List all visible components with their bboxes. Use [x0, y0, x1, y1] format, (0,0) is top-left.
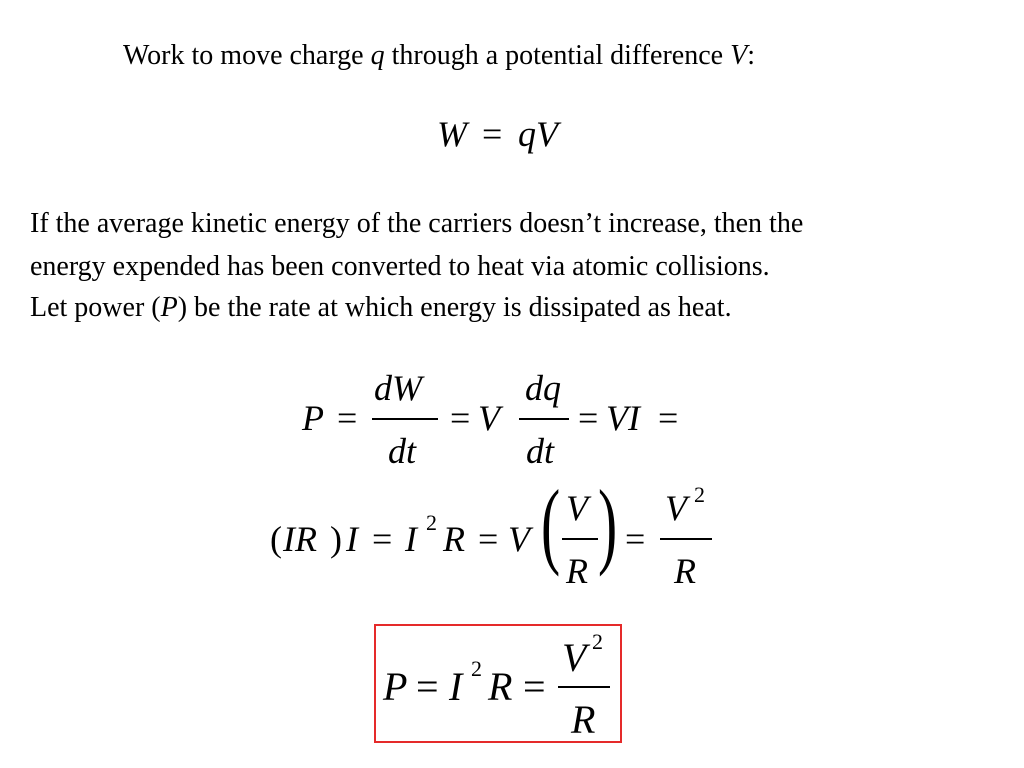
fraction-bar [660, 538, 712, 540]
equals-sign: = [478, 519, 499, 559]
voltage-current-product: VI [606, 398, 640, 438]
fraction-bar [558, 686, 610, 688]
exponent-two: 2 [694, 482, 705, 507]
resistance-denominator: R [566, 551, 588, 591]
intro-text-middle: through a potential difference [384, 40, 731, 71]
large-open-paren: ( [541, 470, 561, 577]
equals-sign: = [482, 114, 503, 154]
charge-variable: q [370, 40, 385, 71]
resistance-denominator: R [571, 697, 596, 742]
paragraph-line-3-suffix: ) be the rate at which energy is dissipated as heat. [177, 292, 732, 323]
dt-denominator: dt [526, 431, 555, 471]
equals-sign: = [625, 519, 646, 559]
exponent-two: 2 [592, 629, 603, 654]
fraction-bar [372, 418, 438, 420]
power-symbol: P [302, 398, 324, 438]
equals-sign: = [372, 519, 393, 559]
intro-colon: : [747, 40, 755, 71]
fraction-bar [519, 418, 569, 420]
equals-sign: = [578, 398, 599, 438]
intro-sentence [123, 42, 755, 70]
voltage-numerator: V [665, 488, 687, 528]
voltage-symbol: V [478, 398, 500, 438]
resistance-symbol: R [488, 664, 513, 709]
close-paren: ) [330, 519, 342, 559]
paragraph-line-1: If the average kinetic energy of the carriers doesn’t increase, then the [30, 208, 804, 239]
fraction-bar [562, 538, 598, 540]
equals-sign: = [416, 664, 439, 709]
equals-sign: = [658, 398, 679, 438]
exponent-two: 2 [426, 510, 437, 535]
charge-times-potential: qV [518, 114, 558, 154]
equals-sign: = [450, 398, 471, 438]
paragraph-line-3 [30, 294, 732, 322]
voltage-symbol: V [508, 519, 530, 559]
dt-denominator: dt [388, 431, 417, 471]
large-close-paren: ) [598, 470, 618, 577]
open-paren: ( [270, 519, 282, 559]
paragraph-line-3-prefix: Let power ( [30, 292, 161, 323]
potential-variable: V [730, 40, 748, 71]
resistance-denominator: R [674, 551, 696, 591]
exponent-two: 2 [471, 656, 482, 681]
current-symbol: I [405, 519, 417, 559]
work-symbol: W [437, 114, 467, 154]
paragraph-line-2: energy expended has been converted to heat via atomic collisions. [30, 251, 770, 282]
current-symbol: I [449, 664, 463, 709]
power-variable: P [160, 292, 178, 323]
equals-sign: = [337, 398, 358, 438]
voltage-numerator: V [566, 488, 588, 528]
equals-sign: = [523, 664, 546, 709]
intro-text: Work to move charge [123, 40, 371, 71]
current-symbol: I [346, 519, 358, 559]
dw-numerator: dW [374, 368, 422, 408]
resistance-symbol: R [443, 519, 465, 559]
dq-numerator: dq [525, 368, 561, 408]
ir-product: IR [283, 519, 317, 559]
power-symbol: P [383, 664, 408, 709]
voltage-numerator: V [562, 635, 587, 680]
